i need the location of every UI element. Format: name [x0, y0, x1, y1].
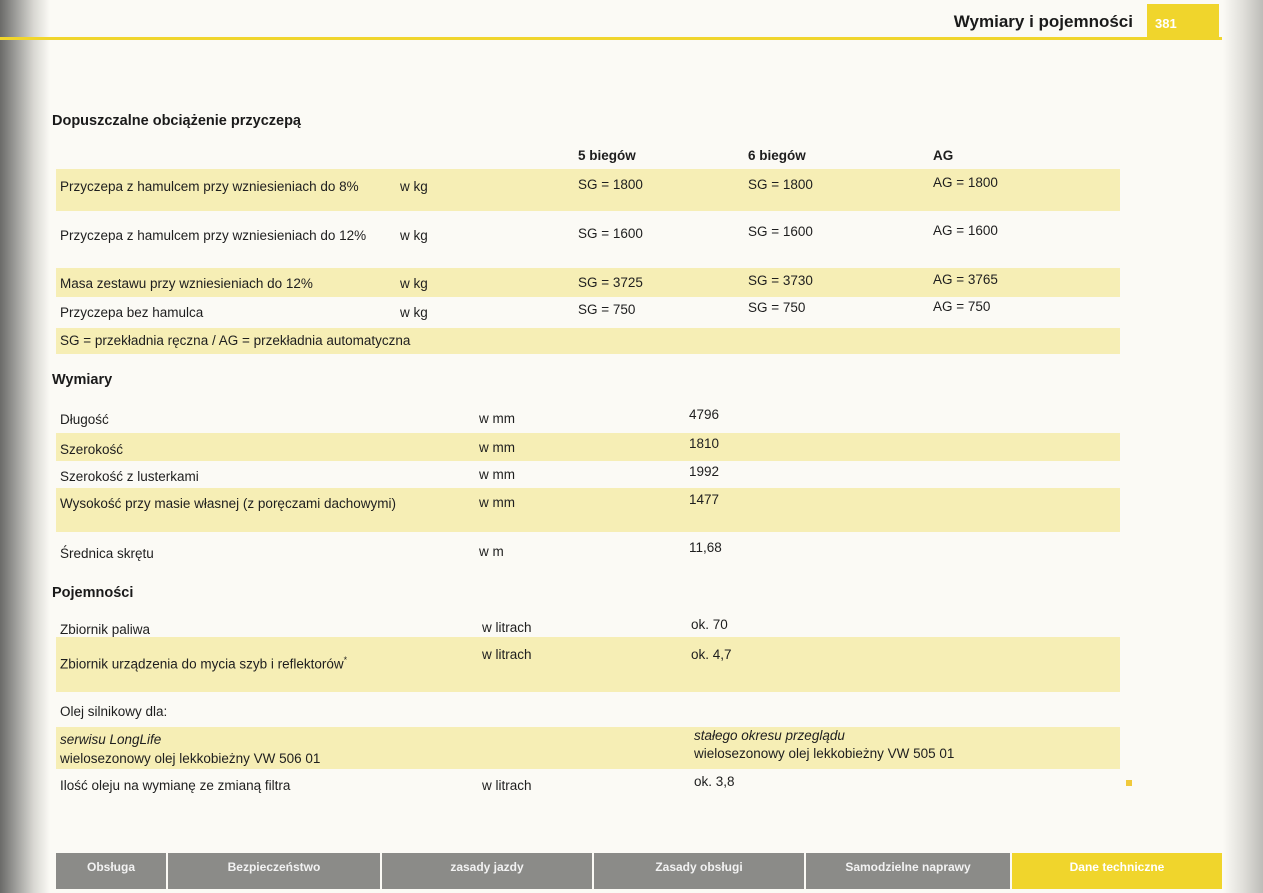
footnote: SG = przekładnia ręczna / AG = przekładnia automatyczna	[60, 333, 411, 348]
row-label-text: Zbiornik urządzenia do mycia szyb i reflektorów	[60, 656, 344, 672]
row-label: Zbiornik paliwa	[60, 622, 151, 637]
page-binding-shadow	[0, 0, 50, 893]
row-value: ok. 3,8	[694, 774, 735, 789]
row-label: Szerokość z lusterkami	[60, 469, 199, 484]
nav-tab-bezpieczenstwo[interactable]: Bezpieczeństwo	[168, 853, 382, 889]
row-value-5-speed: SG = 1800	[578, 177, 643, 192]
row-label: Ilość oleju na wymianę ze zmianą filtra	[60, 778, 291, 793]
row-value-5-speed: SG = 750	[578, 302, 636, 317]
nav-tab-obsluga[interactable]: Obsługa	[56, 853, 168, 889]
end-marker	[1126, 780, 1132, 786]
row-value-6-speed: SG = 3730	[748, 273, 813, 288]
row-label: Szerokość	[60, 442, 124, 457]
row-value-6-speed: SG = 1800	[748, 177, 813, 192]
row-unit: w kg	[400, 228, 428, 243]
row-unit: w mm	[479, 467, 515, 482]
row-unit: w kg	[400, 276, 428, 291]
oil-longlife-spec: wielosezonowy olej lekkobieżny VW 506 01	[60, 751, 321, 766]
row-value-5-speed: SG = 3725	[578, 275, 643, 290]
row-label: Wysokość przy masie własnej (z poręczami dachowymi)	[60, 496, 396, 511]
row-value: 11,68	[689, 540, 722, 555]
oil-label: Olej silnikowy dla:	[60, 704, 168, 719]
nav-tab-samodzielne-naprawy[interactable]: Samodzielne naprawy	[806, 853, 1012, 889]
row-value: 1810	[689, 436, 720, 451]
row-value: ok. 4,7	[691, 647, 732, 662]
row-unit: w kg	[400, 305, 428, 320]
page-title: Wymiary i pojemności	[953, 12, 1133, 31]
bottom-nav	[56, 853, 1222, 889]
oil-fixed-spec: wielosezonowy olej lekkobieżny VW 505 01	[694, 746, 955, 761]
nav-tab-zasady-jazdy[interactable]: zasady jazdy	[382, 853, 594, 889]
page-number: 381	[1147, 4, 1219, 38]
oil-longlife-title: serwisu LongLife	[60, 732, 162, 747]
row-unit: w m	[479, 544, 504, 559]
column-header-6-speed: 6 biegów	[748, 148, 806, 163]
row-value: ok. 70	[691, 617, 728, 632]
row-unit: w litrach	[482, 620, 532, 635]
row-value-ag: AG = 3765	[933, 272, 998, 287]
row-value-6-speed: SG = 750	[748, 300, 806, 315]
row-unit: w kg	[400, 179, 428, 194]
row-unit: w mm	[479, 411, 515, 426]
footnote-mark: *	[343, 655, 348, 665]
row-label: Masa zestawu przy wzniesieniach do 12%	[60, 276, 313, 291]
row-unit: w mm	[479, 440, 515, 455]
towing-section-title: Dopuszczalne obciążenie przyczepą	[52, 113, 301, 129]
row-label: Średnica skrętu	[60, 546, 154, 561]
row-value-5-speed: SG = 1600	[578, 226, 643, 241]
row-unit: w litrach	[482, 778, 532, 793]
row-value-6-speed: SG = 1600	[748, 224, 813, 239]
row-label: Przyczepa z hamulcem przy wzniesieniach do 12%	[60, 228, 367, 243]
row-value-ag: AG = 1600	[933, 223, 998, 238]
column-header-ag: AG	[933, 148, 954, 163]
page-edge-shadow	[1223, 0, 1263, 893]
row-label	[60, 650, 360, 675]
oil-fixed-title: stałego okresu przeglądu	[694, 728, 845, 743]
row-value: 1477	[689, 492, 720, 507]
row-value: 4796	[689, 407, 720, 422]
row-label: Przyczepa bez hamulca	[60, 305, 204, 320]
row-label: Przyczepa z hamulcem przy wzniesieniach do 8%	[60, 179, 359, 194]
capacities-section-title: Pojemności	[52, 585, 134, 601]
column-header-5-speed: 5 biegów	[578, 148, 636, 163]
nav-tab-dane-techniczne[interactable]: Dane techniczne	[1012, 853, 1222, 889]
row-value: 1992	[689, 464, 720, 479]
row-label: Długość	[60, 412, 109, 427]
dimensions-section-title: Wymiary	[52, 372, 113, 388]
row-value-ag: AG = 750	[933, 299, 991, 314]
table-row-band	[56, 433, 1120, 461]
nav-tab-zasady-obslugi[interactable]: Zasady obsługi	[594, 853, 806, 889]
row-value-ag: AG = 1800	[933, 175, 998, 190]
row-unit: w mm	[479, 495, 515, 510]
row-unit: w litrach	[482, 647, 532, 662]
header-rule	[0, 37, 1222, 40]
